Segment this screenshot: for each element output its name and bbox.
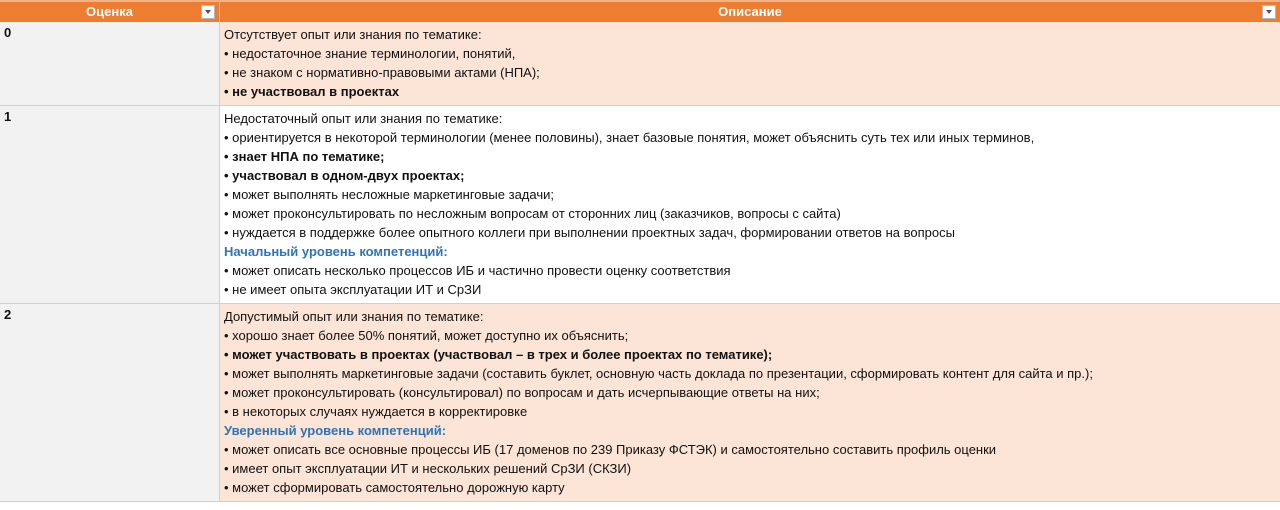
filter-dropdown-description-icon[interactable] (1262, 5, 1276, 19)
description-line: • может проконсультировать (консультировал) по вопросам и дать исчерпывающие ответы на них; (224, 385, 820, 400)
description-line: • может сформировать самостоятельно дорожную карту (224, 480, 565, 495)
competence-level-heading: Уверенный уровень компетенций: (224, 423, 447, 438)
description-cell[interactable] (220, 304, 1280, 501)
description-line: Недостаточный опыт или знания по тематике: (224, 111, 503, 126)
grade-value: 2 (4, 307, 12, 322)
description-line: • может выполнять несложные маркетинговые задачи; (224, 187, 554, 202)
table-row-grade-1[interactable] (0, 106, 1280, 304)
description-line: • может проконсультировать по несложным вопросам от сторонних лиц (заказчиков, вопросы с сайта) (224, 206, 841, 221)
description-line: • не имеет опыта эксплуатации ИТ и СрЗИ (224, 282, 482, 297)
description-line: • может выполнять маркетинговые задачи (составить буклет, основную часть доклада по презентации, сформировать контент для сайта и пр.); (224, 366, 1093, 381)
description-line-bold: • может участвовать в проектах (участвовал – в трех и более проектах по тематике); (224, 347, 773, 362)
table-row-grade-2[interactable] (0, 304, 1280, 502)
table-header (0, 0, 1280, 22)
column-header-grade-label: Оценка (86, 4, 133, 19)
column-header-description-label: Описание (718, 4, 782, 19)
description-line: • ориентируется в некоторой терминологии (менее половины), знает базовые понятия, может объяснить суть тех или иных терминов, (224, 130, 1035, 145)
description-cell[interactable] (220, 22, 1280, 105)
description-line: • нуждается в поддержке более опытного коллеги при выполнении проектных задач, формировании ответов на вопросы (224, 225, 955, 240)
description-line: • имеет опыт эксплуатации ИТ и нескольких решений СрЗИ (СКЗИ) (224, 461, 632, 476)
grade-cell[interactable] (0, 22, 220, 105)
description-line-bold: • участвовал в одном-двух проектах; (224, 168, 465, 183)
filter-dropdown-grade-icon[interactable] (201, 5, 215, 19)
grade-value: 0 (4, 25, 12, 40)
description-line: Отсутствует опыт или знания по тематике: (224, 27, 482, 42)
description-line: • может описать несколько процессов ИБ и частично провести оценку соответствия (224, 263, 731, 278)
description-line: • хорошо знает более 50% понятий, может доступно их объяснить; (224, 328, 629, 343)
description-line: • недостаточное знание терминологии, понятий, (224, 46, 516, 61)
column-header-grade[interactable] (0, 2, 220, 22)
grade-value: 1 (4, 109, 12, 124)
description-line-bold: • не участвовал в проектах (224, 84, 400, 99)
description-line: • в некоторых случаях нуждается в корректировке (224, 404, 528, 419)
grade-cell[interactable] (0, 106, 220, 303)
description-line: • может описать все основные процессы ИБ (17 доменов по 239 Приказу ФСТЭК) и самостоятельно составить профиль оценки (224, 442, 997, 457)
description-line-bold: • знает НПА по тематике; (224, 149, 385, 164)
column-header-description[interactable] (220, 2, 1280, 22)
table-row-grade-0[interactable] (0, 22, 1280, 106)
description-line: Допустимый опыт или знания по тематике: (224, 309, 484, 324)
grade-cell[interactable] (0, 304, 220, 501)
competence-level-heading: Начальный уровень компетенций: (224, 244, 448, 259)
description-cell[interactable] (220, 106, 1280, 303)
description-line: • не знаком с нормативно-правовыми актами (НПА); (224, 65, 540, 80)
